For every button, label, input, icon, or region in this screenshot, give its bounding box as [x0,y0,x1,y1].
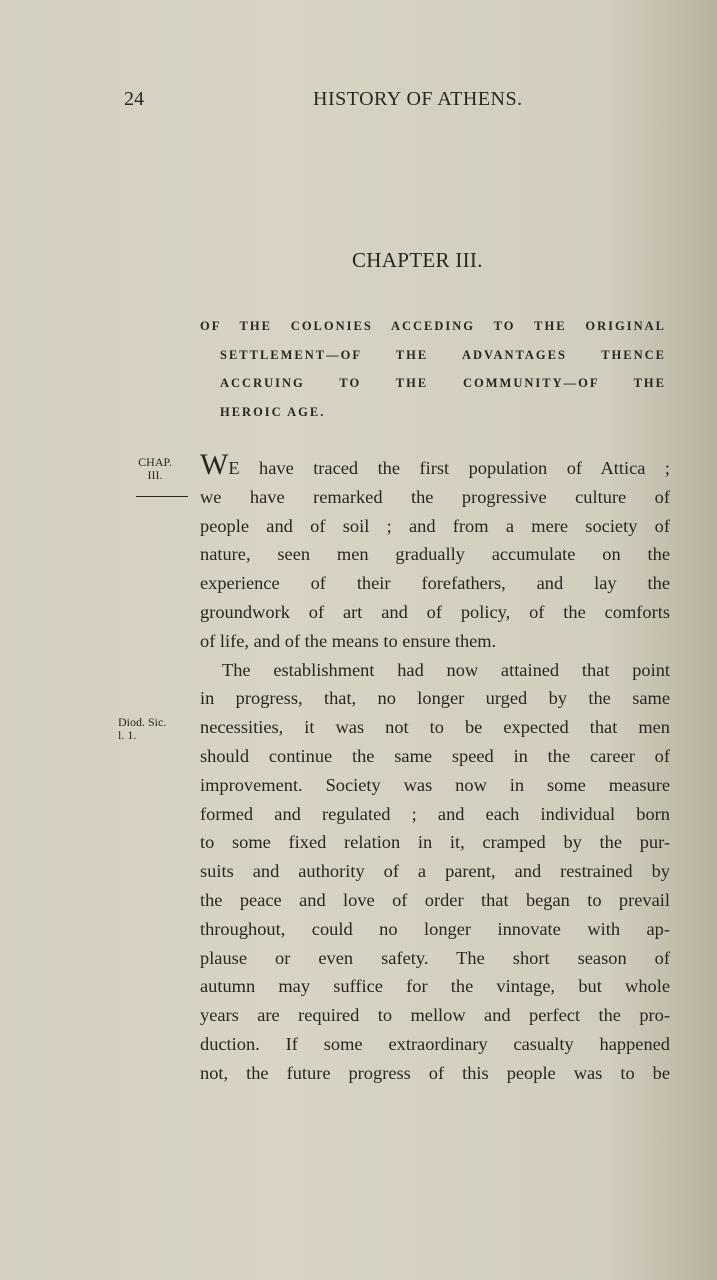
chapter-heading: CHAPTER III. [352,248,483,272]
text-line: people and of soil ; and from a mere society of [200,515,670,536]
synopsis-line: OF THE COLONIES ACCEDING TO THE ORIGINAL [200,319,666,333]
running-title: HISTORY OF ATHENS. [313,88,523,110]
text-line: autumn may suffice for the vintage, but whole [200,976,670,997]
text-line: to some fixed relation in it, cramped by the pur- [200,832,670,853]
text-line: experience of their forefathers, and lay the [200,573,670,594]
margin-note-chapter [128,456,182,482]
synopsis-line: ACCRUING TO THE COMMUNITY—OF THE [220,376,666,390]
chapter-synopsis [200,312,666,426]
synopsis-line: SETTLEMENT—OF THE ADVANTAGES THENCE [220,347,666,362]
text-line: we have remarked the progressive culture of [200,486,670,507]
text-line: the peace and love of order that began to prevail [200,889,670,910]
margin-chap-label: CHAP. [138,455,172,469]
first-line-rest: E have traced the first population of Attica ; [228,458,670,478]
drop-cap: W [200,448,229,481]
text-line: throughout, could no longer innovate with ap- [200,918,670,939]
text-line: groundwork of art and of policy, of the comforts [200,601,670,622]
text-line: of life, and of the means to ensure them. [200,630,497,651]
text-line: not, the future progress of this people was to be [200,1062,670,1083]
text-line: in progress, that, no longer urged by the same [200,688,670,709]
text-line: plause or even safety. The short season of [200,947,670,968]
text-line: nature, seen men gradually accumulate on the [200,544,670,565]
margin-rule [136,496,188,497]
text-line: The establishment had now attained that point [222,659,670,680]
body-text [200,448,670,1088]
margin-chap-number: III. [147,468,163,482]
citation-line: l. 1. [118,728,137,742]
page-header [0,88,717,114]
text-line: improvement. Society was now in some measure [200,774,670,795]
margin-note-citation [118,716,180,742]
text-line-first [200,448,670,483]
text-line: suits and authority of a parent, and restrained by [200,861,670,882]
text-line: years are required to mellow and perfect the pro- [200,1005,670,1026]
text-line: duction. If some extraordinary casualty happened [200,1033,670,1054]
text-line: should continue the same speed in the career of [200,745,670,766]
page-number: 24 [124,88,144,110]
text-line: formed and regulated ; and each individual born [200,803,670,824]
synopsis-line: HEROIC AGE. [220,404,326,419]
text-line: necessities, it was not to be expected that men [200,717,670,738]
citation-line: Diod. Sic. [118,715,167,729]
